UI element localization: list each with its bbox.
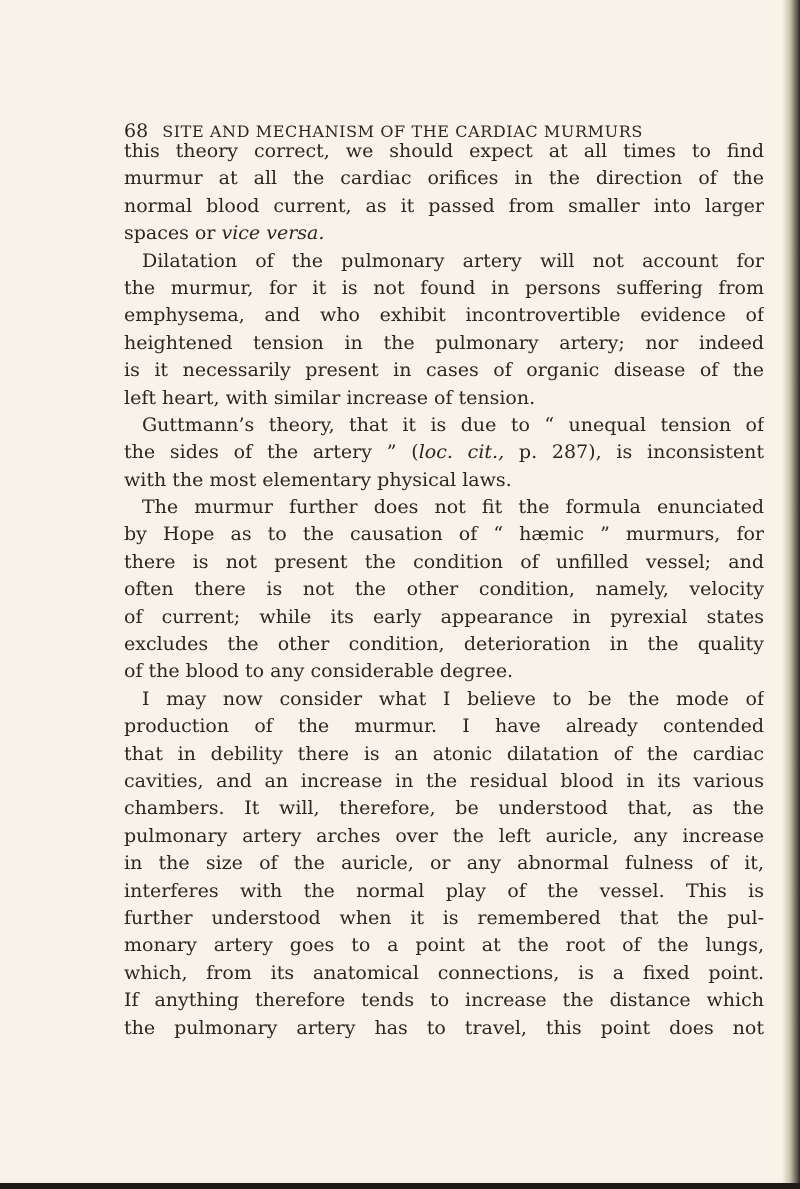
text-line: of the blood to any considerable degree. <box>124 660 514 683</box>
text-line: pulmonary artery arches over the left auricle, any increase <box>124 824 764 847</box>
page-number: 68 <box>124 120 149 142</box>
text-line: chambers. It will, therefore, be understood that, as the <box>124 797 764 820</box>
text-line: often there is not the other condition, namely, velocity <box>124 578 764 601</box>
italic-phrase: loc. cit., <box>418 441 505 464</box>
text-line: the pulmonary artery has to travel, this point does not <box>124 1016 764 1039</box>
text-line: Guttmann’s theory, that it is due to “ unequal tension of <box>142 413 764 436</box>
text-line: The murmur further does not fit the formula enunciated <box>142 496 764 519</box>
text-line: emphysema, and who exhibit incontrovertible evidence of <box>124 304 764 327</box>
text-line: further understood when it is remembered that the pul- <box>124 906 764 929</box>
italic-phrase: vice versa. <box>221 222 325 245</box>
text-line: by Hope as to the causation of “ hæmic ” murmurs, for <box>124 523 764 546</box>
text-line: spaces or vice versa. <box>124 222 325 245</box>
text-line: left heart, with similar increase of tension. <box>124 386 536 409</box>
text-line: that in debility there is an atonic dilatation of the cardiac <box>124 742 764 765</box>
text-line: production of the murmur. I have already contended <box>124 715 764 738</box>
page-edge-shadow <box>782 0 800 1189</box>
page-bottom-edge <box>0 1183 800 1189</box>
running-title: SITE AND MECHANISM OF THE CARDIAC MURMURS <box>162 122 643 141</box>
text-line: this theory correct, we should expect at all times to find <box>124 140 764 162</box>
text-line: If anything therefore tends to increase the distance which <box>124 989 764 1012</box>
text-line: with the most elementary physical laws. <box>124 468 512 491</box>
text-line: normal blood current, as it passed from smaller into larger <box>124 194 764 217</box>
text-line: the sides of the artery ” (loc. cit., p. 287), is inconsistent <box>124 441 764 464</box>
text-line: the murmur, for it is not found in persons suffering from <box>124 276 764 299</box>
text-line: which, from its anatomical connections, is a fixed point. <box>124 961 764 984</box>
text-line: murmur at all the cardiac orifices in the direction of the <box>124 167 764 190</box>
text-line: I may now consider what I believe to be the mode of <box>142 687 764 710</box>
text-line: interferes with the normal play of the vessel. This is <box>124 879 764 902</box>
text-line: excludes the other condition, deterioration in the quality <box>124 633 764 656</box>
text-line: cavities, and an increase in the residual blood in its various <box>124 769 764 792</box>
text-line: is it necessarily present in cases of organic disease of the <box>124 359 764 382</box>
text-line: Dilatation of the pulmonary artery will not account for <box>142 249 764 272</box>
text-line: in the size of the auricle, or any abnormal fulness of it, <box>124 852 764 875</box>
text-line: of current; while its early appearance in pyrexial states <box>124 605 764 628</box>
text-line: heightened tension in the pulmonary artery; nor indeed <box>124 331 764 354</box>
text-line: monary artery goes to a point at the root of the lungs, <box>124 934 764 957</box>
body-text <box>124 138 764 1042</box>
text-line: there is not present the condition of unfilled vessel; and <box>124 550 764 573</box>
